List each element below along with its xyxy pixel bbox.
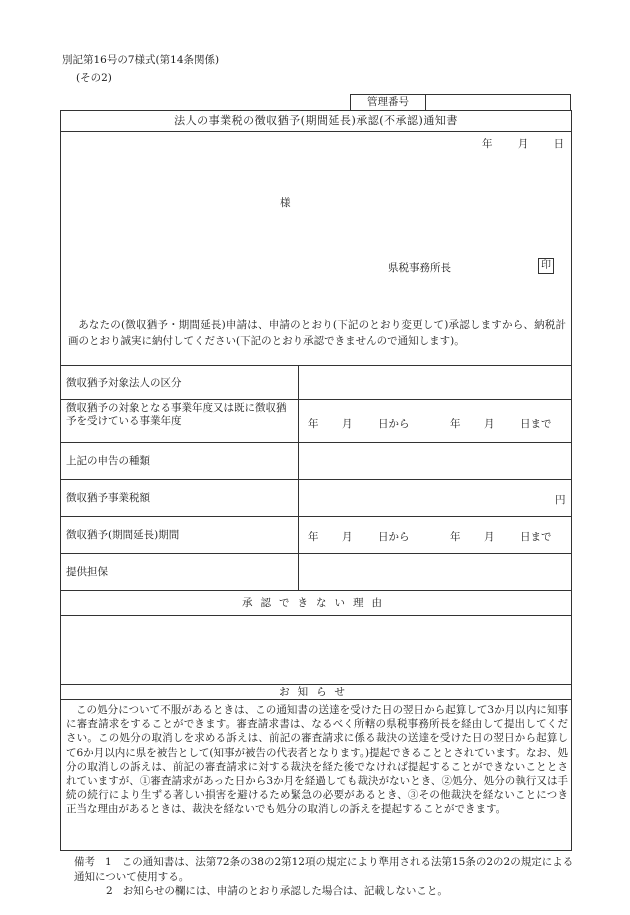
divider <box>298 480 299 517</box>
notice-header: お知らせ <box>60 684 572 700</box>
remarks <box>74 855 584 899</box>
document-title: 法人の事業税の徴収猶予(期間延長)承認(不承認)通知書 <box>60 110 572 132</box>
amount-label: 徴収猶予事業税額 <box>66 492 150 504</box>
fiscal-from-year: 年 <box>308 418 319 430</box>
reason-header: 承認できない理由 <box>60 590 572 616</box>
management-number-label: 管理番号 <box>351 95 426 110</box>
row-security <box>60 553 572 590</box>
class-label: 徴収猶予対象法人の区分 <box>66 377 182 389</box>
divider <box>298 554 299 591</box>
fiscal-to-year: 年 <box>450 418 461 430</box>
remarks-label: 備考 <box>74 856 95 868</box>
row-period <box>60 516 572 553</box>
remark-2-number: 2 <box>106 885 113 897</box>
issuer-office: 県税事務所長 <box>388 262 451 274</box>
addressee-honorific: 様 <box>280 197 291 209</box>
remark-2-text: お知らせの欄には、申請のとおり承認した場合は、記載しないこと。 <box>122 885 448 897</box>
divider <box>298 400 299 443</box>
period-from-month: 月 <box>342 531 353 543</box>
issue-date: 年 月 日 <box>482 138 565 150</box>
security-label: 提供担保 <box>66 566 108 578</box>
form-number: 別記第16号の7様式(第14条関係) <box>62 54 220 66</box>
management-number-value[interactable] <box>426 95 570 110</box>
divider <box>298 517 299 554</box>
period-to-month: 月 <box>484 531 495 543</box>
period-from-day: 日から <box>378 531 410 543</box>
return-type-label: 上記の申告の種類 <box>66 455 150 467</box>
row-class <box>60 365 572 399</box>
row-fiscal-year <box>60 399 572 442</box>
seal-mark: 印 <box>538 258 554 274</box>
management-number-box <box>350 94 571 110</box>
notification-body: あなたの(徴収猶予・期間延長)申請は、申請のとおり(下記のとおり変更して)承認しますから、納税計画のとおり誠実に納付してください(下記のとおり承認できませんので通知します)。 <box>68 319 566 347</box>
fiscal-to-day: 日まで <box>520 418 552 430</box>
row-return-type <box>60 442 572 479</box>
fiscal-from-day: 日から <box>378 418 410 430</box>
period-to-day: 日まで <box>520 531 552 543</box>
row-amount <box>60 479 572 516</box>
period-from-year: 年 <box>308 531 319 543</box>
fiscal-to-month: 月 <box>484 418 495 430</box>
form-sub-number: (その2) <box>76 72 112 84</box>
fiscal-from-month: 月 <box>342 418 353 430</box>
period-to-year: 年 <box>450 531 461 543</box>
divider <box>298 443 299 480</box>
remark-1-number: 1 <box>105 856 112 868</box>
remark-1-text: この通知書は、法第72条の38の2第12項の規定により準用される法第15条の2の2の規定による通知について使用する。 <box>74 856 574 883</box>
period-label: 徴収猶予(期間延長)期間 <box>66 529 180 541</box>
notice-body: この処分について不服があるときは、この通知書の送達を受けた日の翌日から起算して3か月以内に知事に審査請求をすることができます。審査請求書は、なるべく所轄の県税事務所長を経由して提出してください。この処分の取消しを求める訴えは、前記の審査請求に係る裁決の送達を受けた日の翌日から起算して6か月以内に県を被告として(知事が被告の代表者となります。)提起できることとされています。なお、処分の取消しの訴えは、前記の審査請求に対する裁決を経た後でなければ提起することができないこととされていますが、①審査請求があった日から3か月を経過しても裁決がないとき、②処分、処分の執行又は手続の続行により生ずる著しい損害を避けるため緊急の必要があるとき、③その他裁決を経ないことにつき正当な理由があるときは、裁決を経ないでも処分の取消しの訴えを提起することができます。 <box>66 704 568 816</box>
divider <box>298 366 299 400</box>
yen-unit: 円 <box>555 494 566 506</box>
fiscal-year-label: 徴収猶予の対象となる事業年度又は既に徴収猶予を受けている事業年度 <box>66 402 287 427</box>
